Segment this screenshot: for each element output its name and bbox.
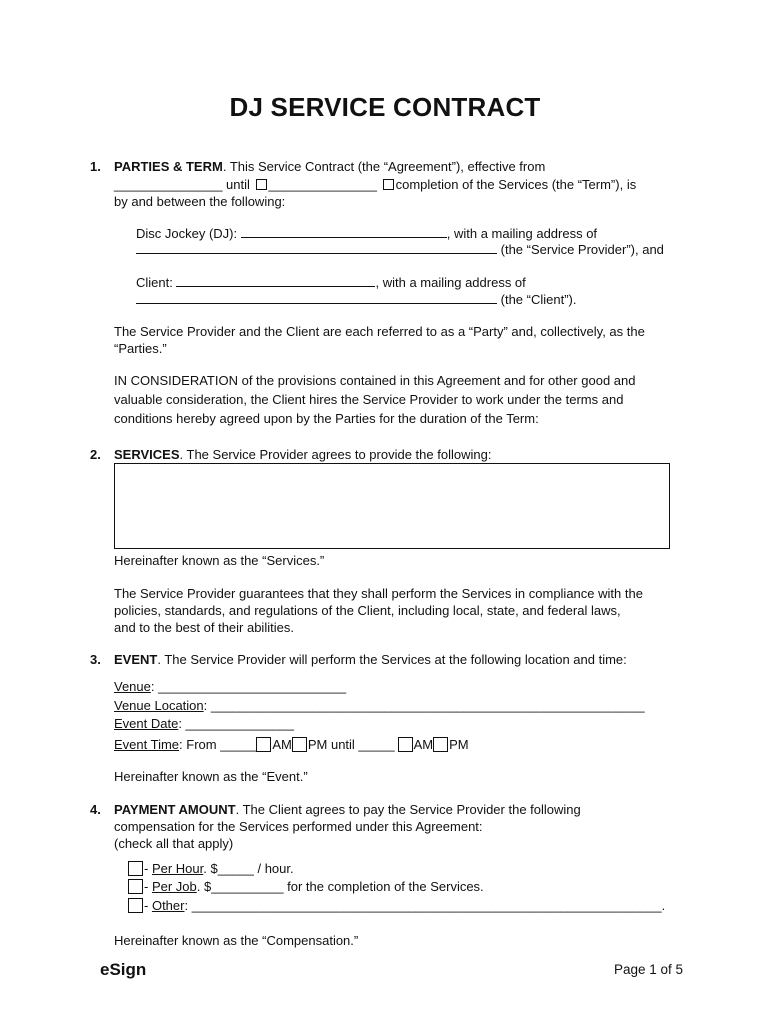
section-4-heading: PAYMENT AMOUNT xyxy=(114,802,236,817)
event-time-until[interactable]: PM until _____ xyxy=(307,737,395,752)
client-name-field[interactable] xyxy=(176,275,375,287)
end-pm-checkbox[interactable] xyxy=(433,737,448,752)
end-am-checkbox[interactable] xyxy=(398,737,413,752)
consideration-line-2: valuable consideration, the Client hires the Service Provider to work under the terms and xyxy=(114,392,624,407)
event-time-from[interactable]: : From _____ xyxy=(179,737,257,752)
section-3-line-1 xyxy=(114,651,627,668)
per-hour-checkbox[interactable] xyxy=(128,861,143,876)
term-start-blank[interactable]: _______________ until xyxy=(114,177,250,192)
dj-name-field[interactable] xyxy=(241,226,447,238)
other-field[interactable]: : _________________________________________________________________. xyxy=(184,898,666,913)
dj-address-field[interactable] xyxy=(136,242,497,254)
start-pm-checkbox[interactable] xyxy=(292,737,307,752)
per-job-label: Per Job xyxy=(151,879,197,894)
guarantee-line-2: policies, standards, and regulations of the Client, including local, state, and federal laws, xyxy=(114,603,621,618)
section-3-text: . The Service Provider will perform the Services at the following location and time: xyxy=(157,652,627,667)
event-date-label: Event Date xyxy=(114,716,179,731)
other-line xyxy=(128,897,665,914)
section-1-text: . This Service Contract (the “Agreement”), effective from xyxy=(222,159,546,174)
client-address-line xyxy=(136,291,576,308)
consideration-line-3: conditions hereby agreed upon by the Parties for the duration of the Term: xyxy=(114,411,539,426)
section-3-heading: EVENT xyxy=(114,652,158,667)
dj-role-text: (the “Service Provider”), and xyxy=(500,242,664,257)
client-line xyxy=(136,274,526,291)
term-completion-text: completion of the Services (the “Term”), is xyxy=(395,177,637,192)
section-4-line-3: (check all that apply) xyxy=(114,836,234,851)
term-end-blank[interactable]: _______________ xyxy=(268,177,377,192)
section-4-line-2: compensation for the Services performed under this Agreement: xyxy=(114,819,483,834)
other-checkbox[interactable] xyxy=(128,898,143,913)
section-2-text: . The Service Provider agrees to provide the following: xyxy=(179,447,492,462)
client-address-field[interactable] xyxy=(136,292,497,304)
guarantee-line-1: The Service Provider guarantees that they shall perform the Services in compliance with the xyxy=(114,586,643,601)
section-3-number: 3. xyxy=(90,652,101,667)
term-end-date-checkbox[interactable] xyxy=(256,179,267,190)
per-job-dash: - xyxy=(144,879,152,894)
services-known-as: Hereinafter known as the “Services.” xyxy=(114,553,325,568)
client-after-text: , with a mailing address of xyxy=(375,275,526,290)
event-time-line xyxy=(114,736,469,753)
section-1-line-3: by and between the following: xyxy=(114,194,286,209)
per-job-line xyxy=(128,878,484,895)
venue-location-line xyxy=(114,697,645,714)
dj-label: Disc Jockey (DJ): xyxy=(136,226,238,241)
client-label: Client: xyxy=(136,275,173,290)
consideration-line-1: IN CONSIDERATION of the provisions contained in this Agreement and for other good and xyxy=(114,373,636,388)
start-am-checkbox[interactable] xyxy=(256,737,271,752)
start-am-label: AM xyxy=(272,737,292,752)
guarantee-line-3: and to the best of their abilities. xyxy=(114,620,294,635)
esign-logo: eSign xyxy=(100,960,147,979)
page-number: Page 1 of 5 xyxy=(614,962,684,977)
client-role-text: (the “Client”). xyxy=(500,292,577,307)
section-4-text: . The Client agrees to pay the Service Provider the following xyxy=(235,802,581,817)
end-pm-label: PM xyxy=(449,737,469,752)
per-hour-field[interactable]: . $_____ / hour. xyxy=(203,861,294,876)
term-completion-checkbox[interactable] xyxy=(383,179,394,190)
per-hour-dash: - xyxy=(144,861,152,876)
venue-location-field[interactable]: : ____________________________________________________________ xyxy=(203,698,645,713)
section-2-number: 2. xyxy=(90,447,101,462)
other-dash: - xyxy=(144,898,152,913)
section-4-line-1 xyxy=(114,801,581,818)
dj-address-line xyxy=(136,241,664,258)
section-2-line-1 xyxy=(114,446,491,463)
services-description-box[interactable] xyxy=(114,463,670,549)
section-4-number: 4. xyxy=(90,802,101,817)
venue-label: Venue xyxy=(114,679,151,694)
per-job-checkbox[interactable] xyxy=(128,879,143,894)
other-label: Other xyxy=(151,898,185,913)
event-time-label: Event Time xyxy=(114,737,180,752)
parties-line-1: The Service Provider and the Client are each referred to as a “Party” and, collectively, as the xyxy=(114,324,645,339)
per-hour-label: Per Hour xyxy=(151,861,204,876)
section-1-line-2 xyxy=(114,176,636,193)
section-1-number: 1. xyxy=(90,159,101,174)
venue-field[interactable]: : __________________________ xyxy=(150,679,347,694)
per-hour-line xyxy=(128,860,294,877)
section-1-heading: PARTIES & TERM xyxy=(114,159,223,174)
event-date-field[interactable]: : _______________ xyxy=(178,716,295,731)
venue-line xyxy=(114,678,346,695)
end-am-label: AM xyxy=(413,737,434,752)
per-job-field[interactable]: . $__________ for the completion of the Services. xyxy=(196,879,484,894)
venue-location-label: Venue Location xyxy=(114,698,204,713)
dj-after-text: , with a mailing address of xyxy=(446,226,598,241)
section-2-heading: SERVICES xyxy=(114,447,180,462)
event-date-line xyxy=(114,715,294,732)
document-title: DJ SERVICE CONTRACT xyxy=(229,92,541,122)
dj-line xyxy=(136,225,597,242)
event-known-as: Hereinafter known as the “Event.” xyxy=(114,769,308,784)
parties-line-2: “Parties.” xyxy=(114,341,167,356)
section-1-line-1 xyxy=(114,158,545,175)
compensation-known-as: Hereinafter known as the “Compensation.” xyxy=(114,933,359,948)
